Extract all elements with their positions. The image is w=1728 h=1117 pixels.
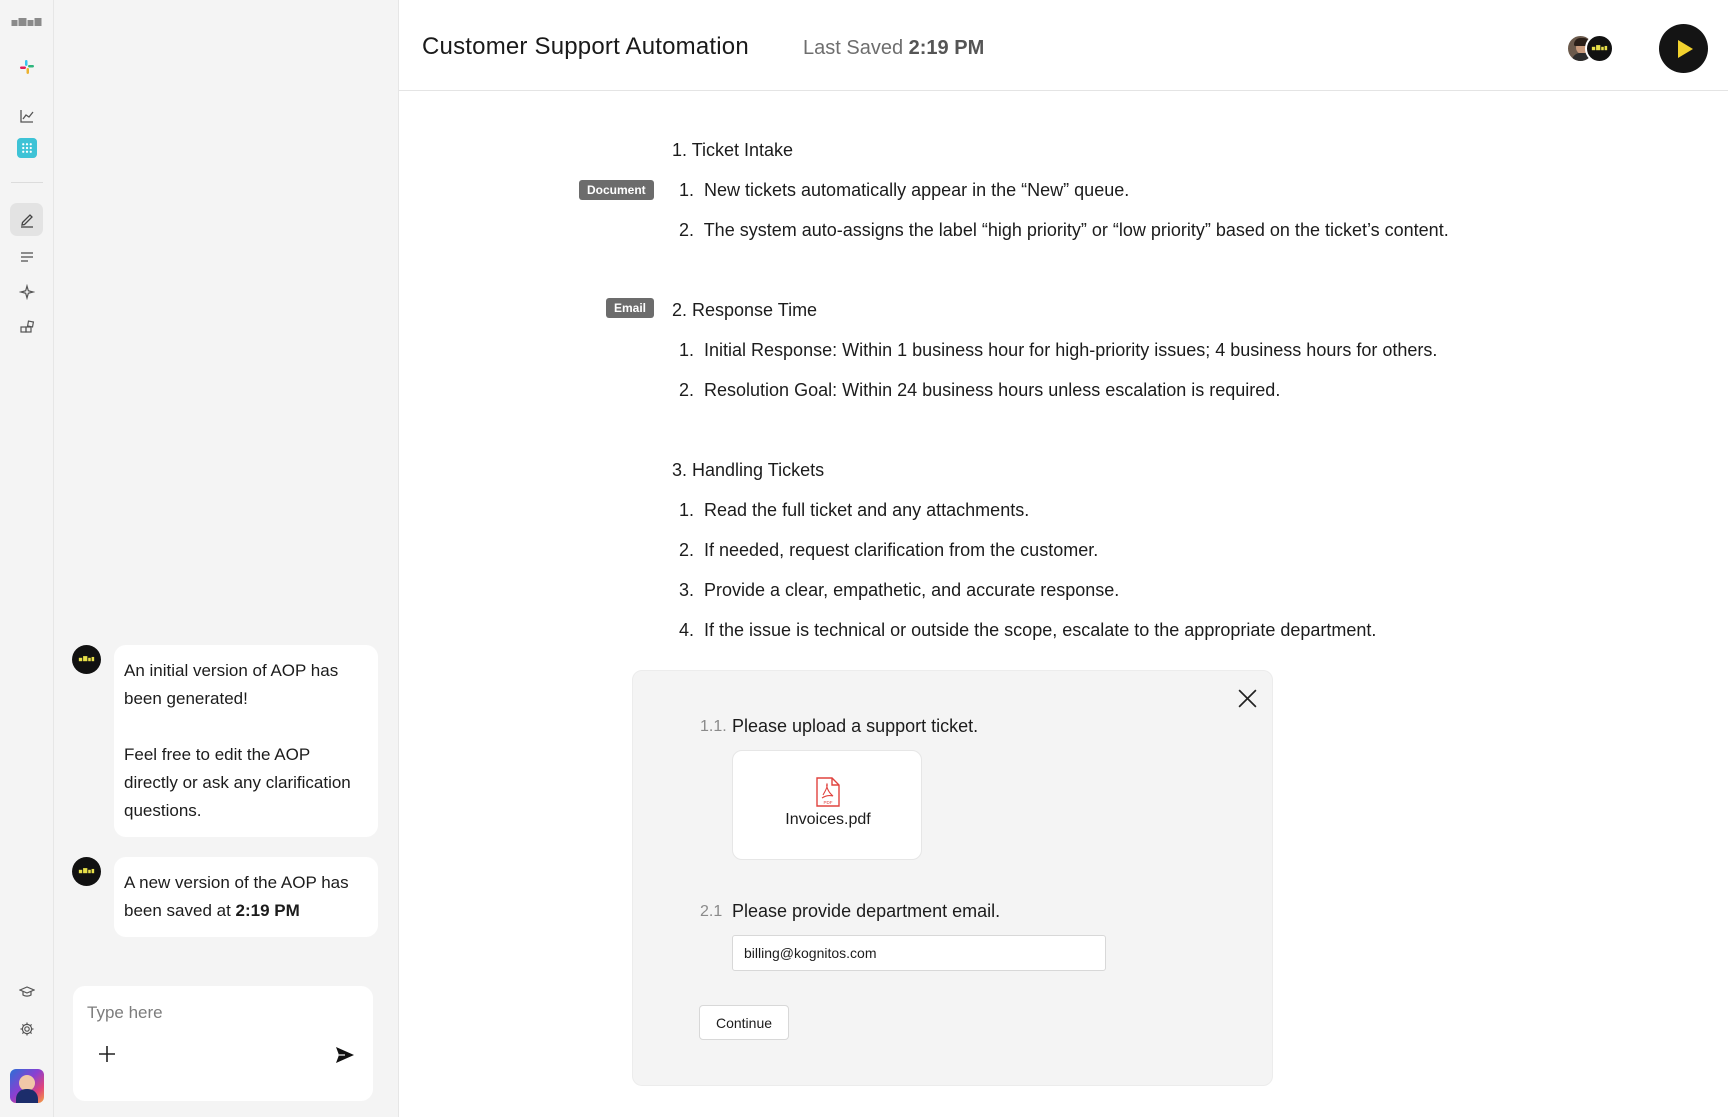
list-item[interactable] bbox=[679, 580, 1119, 601]
slack-icon[interactable] bbox=[10, 50, 43, 83]
sparkle-icon[interactable] bbox=[10, 275, 43, 308]
item-text: If needed, request clarification from the customer. bbox=[704, 540, 1099, 560]
list-item[interactable] bbox=[679, 220, 1449, 241]
item-number: 1. bbox=[679, 180, 695, 200]
bot-logo-icon bbox=[1591, 44, 1608, 53]
chat-panel bbox=[54, 0, 399, 1117]
section-title[interactable]: 3. Handling Tickets bbox=[672, 460, 825, 480]
integrations-icon[interactable] bbox=[10, 311, 43, 344]
text-lines-icon bbox=[19, 249, 35, 265]
list-item[interactable] bbox=[679, 620, 1376, 641]
grid-app-icon bbox=[17, 138, 37, 158]
message-time: 2:19 PM bbox=[235, 901, 300, 920]
send-button[interactable] bbox=[333, 1043, 357, 1067]
list-item[interactable] bbox=[679, 500, 1029, 521]
email-tag[interactable]: Email bbox=[606, 298, 654, 318]
message-text: An initial version of AOP has been generated! bbox=[124, 661, 339, 708]
blocks-icon bbox=[19, 320, 35, 336]
chat-input[interactable] bbox=[87, 998, 347, 1028]
nav-rail bbox=[0, 0, 54, 1117]
graduation-cap-icon bbox=[19, 984, 35, 1000]
list-item[interactable] bbox=[679, 380, 1280, 401]
document-tag[interactable]: Document bbox=[579, 180, 654, 200]
page-title: Customer Support Automation bbox=[422, 33, 749, 60]
apps-icon[interactable] bbox=[10, 131, 43, 164]
rail-divider bbox=[11, 182, 43, 183]
line-chart-icon bbox=[19, 108, 35, 124]
chat-bubble bbox=[114, 645, 378, 837]
plus-icon bbox=[97, 1044, 117, 1064]
item-text: If the issue is technical or outside the scope, escalate to the appropriate department. bbox=[704, 620, 1377, 640]
item-number: 2. bbox=[679, 220, 695, 240]
document-lines-icon[interactable] bbox=[10, 240, 43, 273]
logo-icon[interactable] bbox=[10, 6, 43, 39]
pdf-badge: PDF bbox=[823, 800, 833, 805]
pencil-icon bbox=[19, 212, 35, 228]
item-text: Provide a clear, empathetic, and accurate response. bbox=[704, 580, 1120, 600]
last-saved-label: Last Saved bbox=[803, 37, 904, 59]
aop-document bbox=[399, 92, 1728, 1117]
item-text: Initial Response: Within 1 business hour for high-priority issues; 4 business hours for others. bbox=[704, 340, 1438, 360]
top-header bbox=[399, 0, 1728, 91]
input-request-card bbox=[632, 670, 1273, 1086]
uploaded-file[interactable] bbox=[732, 750, 922, 860]
chat-bubble bbox=[114, 857, 378, 937]
slack-glyph-icon bbox=[19, 59, 35, 75]
send-icon bbox=[335, 1045, 355, 1065]
item-text: Resolution Goal: Within 24 business hours unless escalation is required. bbox=[704, 380, 1281, 400]
section-title[interactable]: 2. Response Time bbox=[672, 300, 818, 320]
item-number: 3. bbox=[679, 580, 695, 600]
question-number: 2.1 bbox=[700, 903, 723, 920]
attach-button[interactable] bbox=[95, 1042, 119, 1066]
chat-composer bbox=[73, 986, 373, 1101]
pdf-file-icon bbox=[815, 777, 841, 807]
close-button[interactable] bbox=[1234, 685, 1260, 711]
gear-icon bbox=[19, 1021, 35, 1037]
section-title[interactable]: 1. Ticket Intake bbox=[672, 140, 794, 160]
bot-avatar bbox=[72, 857, 101, 886]
item-number: 1. bbox=[679, 500, 695, 520]
last-saved-status bbox=[803, 37, 984, 60]
close-icon bbox=[1237, 688, 1258, 709]
bot-logo-icon bbox=[78, 655, 95, 664]
bot-collaborator-avatar[interactable] bbox=[1585, 34, 1614, 63]
edit-icon[interactable] bbox=[10, 203, 43, 236]
question-number: 1.1. bbox=[700, 718, 727, 735]
last-saved-time: 2:19 PM bbox=[908, 37, 985, 59]
file-name: Invoices.pdf bbox=[785, 811, 871, 828]
brand-logo-icon bbox=[10, 15, 43, 31]
analytics-icon[interactable] bbox=[10, 99, 43, 132]
item-number: 4. bbox=[679, 620, 695, 640]
department-email-input[interactable] bbox=[732, 935, 1106, 971]
item-text: Read the full ticket and any attachments. bbox=[704, 500, 1030, 520]
item-number: 1. bbox=[679, 340, 695, 360]
question-text: Please upload a support ticket. bbox=[732, 716, 979, 736]
learn-icon[interactable] bbox=[10, 975, 43, 1008]
message-text: A new version of the AOP has been saved at bbox=[124, 873, 349, 920]
user-avatar[interactable] bbox=[10, 1069, 44, 1103]
continue-button[interactable]: Continue bbox=[699, 1005, 789, 1040]
bot-avatar bbox=[72, 645, 101, 674]
question-text: Please provide department email. bbox=[732, 901, 1001, 921]
item-text: The system auto-assigns the label “high priority” or “low priority” based on the ticket’s content. bbox=[703, 220, 1449, 240]
ai-sparkle-icon bbox=[19, 284, 35, 300]
settings-icon[interactable] bbox=[10, 1012, 43, 1045]
item-text: New tickets automatically appear in the “New” queue. bbox=[704, 180, 1130, 200]
list-item[interactable] bbox=[679, 180, 1129, 201]
item-number: 2. bbox=[679, 540, 695, 560]
list-item[interactable] bbox=[679, 340, 1437, 361]
message-text: Feel free to edit the AOP directly or ask any clarification questions. bbox=[124, 745, 351, 820]
run-button[interactable] bbox=[1659, 24, 1708, 73]
bot-logo-icon bbox=[78, 867, 95, 876]
play-icon bbox=[1675, 39, 1695, 59]
list-item[interactable] bbox=[679, 540, 1098, 561]
item-number: 2. bbox=[679, 380, 695, 400]
